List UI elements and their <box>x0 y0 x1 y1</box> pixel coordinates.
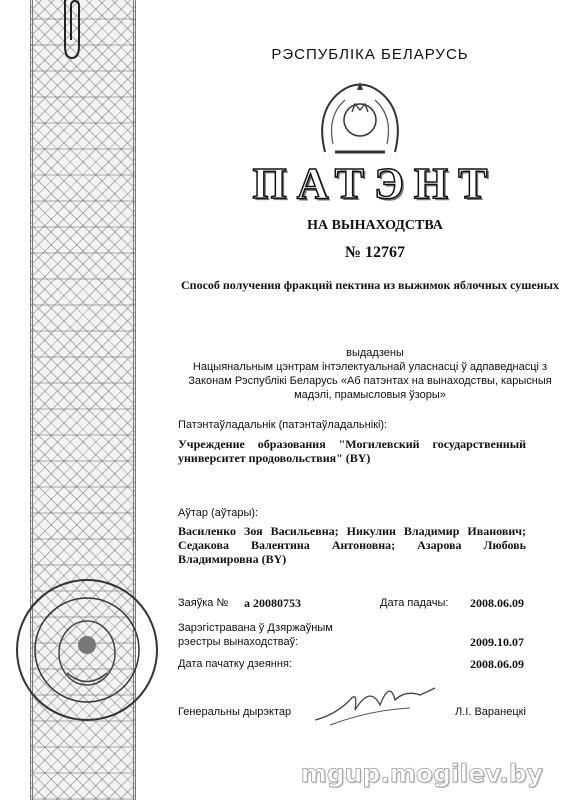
director-position: Генеральны дырэктар <box>178 706 292 718</box>
application-number: a 20080753 <box>244 596 301 610</box>
registration-date: 2009.10.07 <box>470 635 524 649</box>
state-emblem-icon <box>305 72 415 162</box>
signature-icon <box>310 670 440 730</box>
issued-word: выдадзены <box>346 347 404 359</box>
start-date-label: Дата пачатку дзеяння: <box>178 658 292 670</box>
seal-stamp-icon <box>12 575 162 725</box>
document-subtitle: НА ВЫНАХОДСТВА <box>307 218 443 233</box>
paper-clip-icon <box>55 0 85 62</box>
filing-date: 2008.06.09 <box>470 596 524 610</box>
filing-date-label: Дата падачы: <box>380 597 449 609</box>
website-watermark: mgup.mogilev.by <box>300 759 543 788</box>
patent-number: № 12767 <box>344 244 406 261</box>
registration-label: Зарэгістравана ў Дзяржаўным рэестры вынаходстваў: <box>178 622 333 648</box>
start-date: 2008.06.09 <box>470 657 524 671</box>
authors-value: Василенко Зоя Васильевна; Никулин Владимир Иванович; Седакова Валентина Антоновна; Азарова Любовь Владимировна (BY) <box>178 524 526 566</box>
director-name: Л.І. Варанецкі <box>455 706 526 718</box>
authors-label: Аўтар (аўтары): <box>178 507 259 519</box>
country-heading: РЭСПУБЛІКА БЕЛАРУСЬ <box>271 46 469 63</box>
invention-name: Способ получения фракций пектина из выжимок яблочных сушеных <box>180 278 560 292</box>
document-title: ПАТЭНТ <box>252 159 498 208</box>
issuer-text: Нацыянальным цэнтрам інтэлектуальнай уласнасці ў адпаведнасці з Законам Рэспублікі Беларусь «Аб патэнтах на вынаходствы, карысныя мадэлі, прамысловыя ўзоры» <box>188 361 552 401</box>
application-label: Заяўка № <box>178 597 229 609</box>
owner-label: Патэнтаўладальнік (патэнтаўладальнікі): <box>178 419 388 431</box>
owner-value: Учреждение образования "Могилевский государственный университет продовольствия" (BY) <box>178 437 526 465</box>
